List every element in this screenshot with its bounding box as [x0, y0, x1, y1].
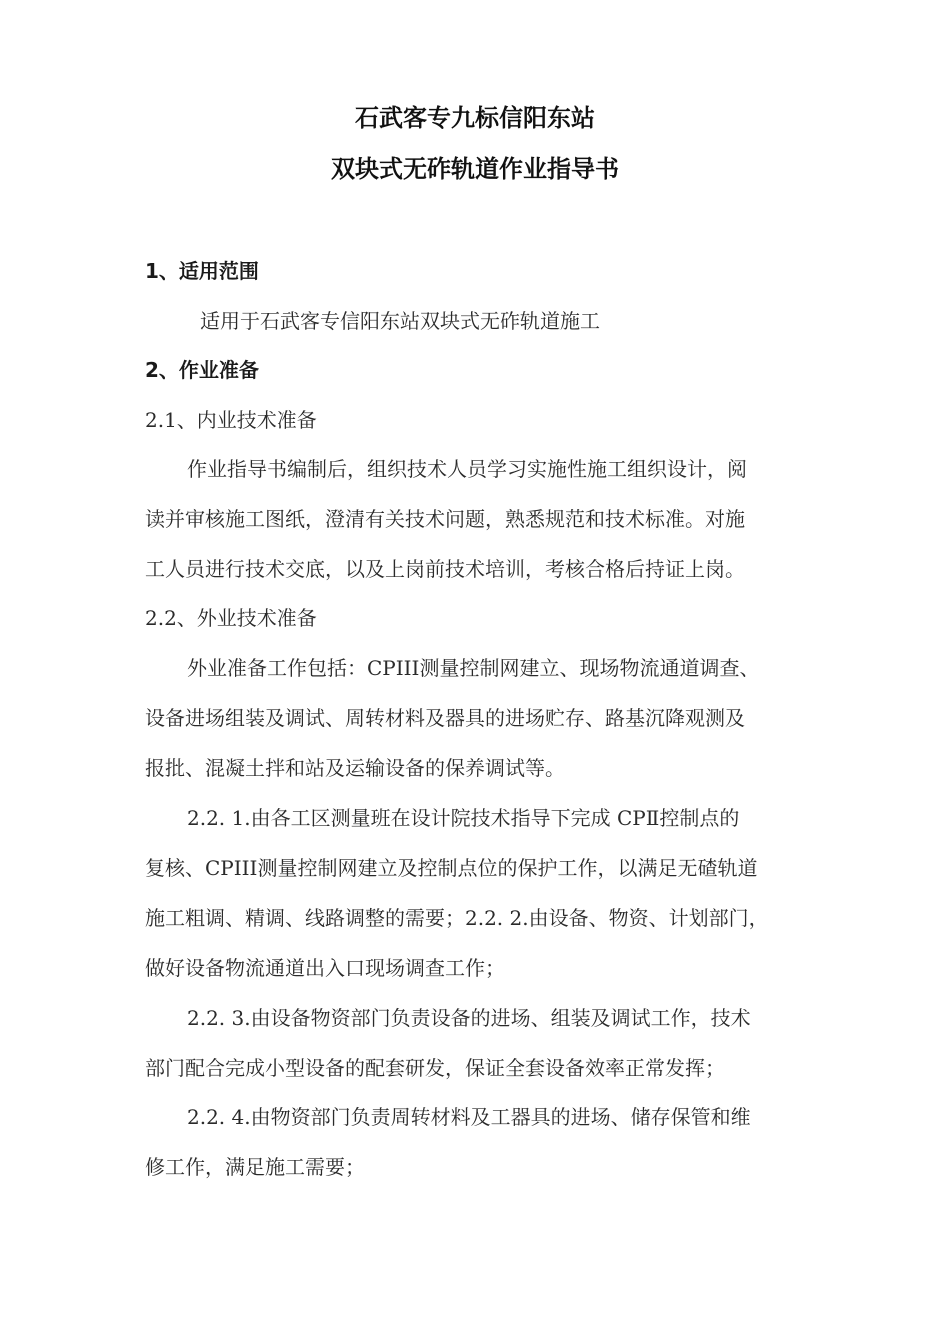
section-1-body: 适用于石武客专信阳东站双块式无砟轨道施工 — [200, 309, 600, 333]
document-title-line1: 石武客专九标信阳东站 — [355, 104, 595, 132]
item-2-2-1-line: 2.2. 1.由各工区测量班在设计院技术指导下完成 CPⅡ控制点的 — [187, 806, 740, 830]
section-1-heading: 1、适用范围 — [145, 259, 259, 283]
section-2-2-intro-line: 设备进场组装及调试、周转材料及器具的进场贮存、路基沉降观测及 — [145, 706, 745, 730]
section-2-2-intro-line: 报批、混凝土拌和站及运输设备的保养调试等。 — [145, 756, 565, 780]
section-2-heading: 2、作业准备 — [145, 358, 259, 382]
item-2-2-4-line: 2.2. 4.由物资部门负责周转材料及工器具的进场、储存保管和维 — [187, 1105, 751, 1129]
item-2-2-3-line: 部门配合完成小型设备的配套研发，保证全套设备效率正常发挥； — [145, 1056, 725, 1080]
section-2-1-line: 读并审核施工图纸，澄清有关技术问题，熟悉规范和技术标准。对施 — [145, 507, 745, 531]
section-2-1-line: 工人员进行技术交底，以及上岗前技术培训，考核合格后持证上岗。 — [145, 557, 745, 581]
item-2-2-1-line: 复核、CPIII测量控制网建立及控制点位的保护工作，以满足无碴轨道 — [145, 856, 758, 880]
document-title-line2: 双块式无砟轨道作业指导书 — [331, 155, 619, 183]
section-2-2-intro-line: 外业准备工作包括：CPIII测量控制网建立、现场物流通道调查、 — [187, 656, 760, 680]
item-2-2-3-line: 2.2. 3.由设备物资部门负责设备的进场、组装及调试工作，技术 — [187, 1006, 751, 1030]
section-2-1-line: 作业指导书编制后，组织技术人员学习实施性施工组织设计，阅 — [187, 457, 747, 481]
item-2-2-1-line: 做好设备物流通道出入口现场调查工作； — [145, 956, 505, 980]
item-2-2-4-line: 修工作，满足施工需要； — [145, 1155, 365, 1179]
item-2-2-1-line: 施工粗调、精调、线路调整的需要；2.2. 2.由设备、物资、计划部门， — [145, 906, 769, 930]
section-2-2-heading: 2.2、外业技术准备 — [145, 606, 317, 630]
section-2-1-heading: 2.1、内业技术准备 — [145, 408, 317, 432]
